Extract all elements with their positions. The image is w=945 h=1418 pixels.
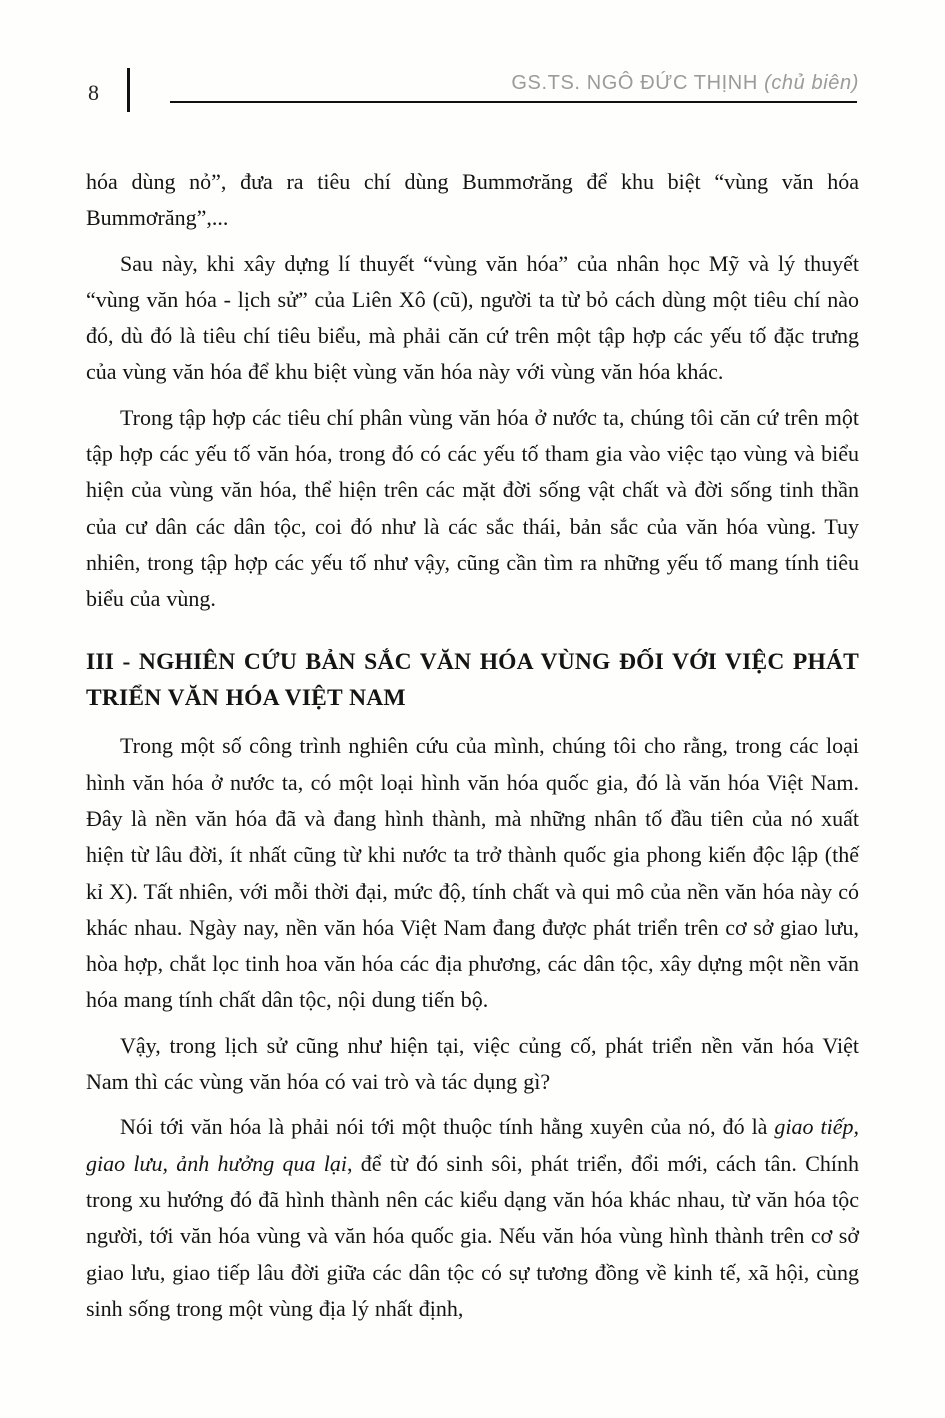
paragraph: Trong tập hợp các tiêu chí phân vùng văn hóa ở nước ta, chúng tôi căn cứ trên một tập hợp các yếu tố văn hóa, trong đó có các yếu tố tham gia vào việc tạo vùng và biểu hiện của vùng văn hóa, thể hiện trên các mặt đời sống vật chất và đời sống tinh thần của cư dân các dân tộc, coi đó như là các sắc thái, bản sắc của văn hóa vùng. Tuy nhiên, trong tập hợp các yếu tố như vậy, cũng cần tìm ra những yếu tố mang tính tiêu biểu của vùng.	[86, 404, 859, 612]
header-author	[511, 72, 859, 95]
header-rule	[170, 101, 857, 103]
header-author-name: GS.TS. NGÔ ĐỨC THỊNH	[511, 72, 765, 94]
paragraph: Trong một số công trình nghiên cứu của mình, chúng tôi cho rằng, trong các loại hình văn hóa ở nước ta, có một loại hình văn hóa quốc gia, đó là văn hóa Việt Nam. Đây là nền văn hóa đã và đang hình thành, mà những nhân tố đầu tiên của nó xuất hiện từ lâu đời, ít nhất cũng từ khi nước ta trở thành quốc gia phong kiến độc lập (thế kỉ X). Tất nhiên, với mỗi thời đại, mức độ, tính chất và qui mô của nền văn hóa này có khác nhau. Ngày nay, nền văn hóa Việt Nam đang được phát triển trên cơ sở giao lưu, hòa hợp, chắt lọc tinh hoa văn hóa các địa phương, các dân tộc, xây dựng một nền văn hóa mang tính chất dân tộc, nội dung tiến bộ.	[86, 733, 859, 1013]
paragraph-continuation: hóa dùng nỏ”, đưa ra tiêu chí dùng Bummơrăng để khu biệt “vùng văn hóa Bummơrăng”,...	[86, 169, 859, 231]
page-number: 8	[88, 80, 99, 105]
header-author-role: (chủ biên)	[764, 72, 859, 94]
paragraph-italic-run: giao tiếp, giao lưu, ảnh hưởng qua lại	[86, 1114, 859, 1176]
page-body	[86, 164, 859, 1327]
header-vertical-bar	[127, 68, 130, 112]
paragraph-text: Nói tới văn hóa là phải nói tới một thuộc tính hằng xuyên của nó, đó là	[120, 1114, 775, 1140]
running-header	[86, 68, 859, 126]
section-heading: III - NGHIÊN CỨU BẢN SẮC VĂN HÓA VÙNG ĐỐI VỚI VIỆC PHÁT TRIỂN VĂN HÓA VIỆT NAM	[86, 648, 859, 711]
paragraph: Vậy, trong lịch sử cũng như hiện tại, việc củng cố, phát triển nền văn hóa Việt Nam thì các vùng văn hóa có vai trò và tác dụng gì?	[86, 1032, 859, 1095]
paragraph-text: , để từ đó sinh sôi, phát triển, đổi mới, cách tân. Chính trong xu hướng đó đã hình thành nên các kiểu dạng văn hóa khác nhau, từ văn hóa tộc người, tới văn hóa vùng và văn hóa quốc gia. Nếu văn hóa vùng hình thành trên cơ sở giao lưu, giao tiếp lâu đời giữa các dân tộc có sự tương đồng về kinh tế, xã hội, cùng sinh sống trong một vùng địa lý nhất định,	[86, 1150, 859, 1321]
paragraph	[86, 1109, 859, 1327]
paragraph: Sau này, khi xây dựng lí thuyết “vùng văn hóa” của nhân học Mỹ và lý thuyết “vùng văn hóa - lịch sử” của Liên Xô (cũ), người ta từ bỏ cách dùng một tiêu chí nào đó, dù đó là tiêu chí tiêu biểu, mà phải căn cứ trên một tập hợp các yếu tố đặc trưng của vùng văn hóa để khu biệt vùng văn hóa này với vùng văn hóa khác.	[86, 250, 859, 385]
